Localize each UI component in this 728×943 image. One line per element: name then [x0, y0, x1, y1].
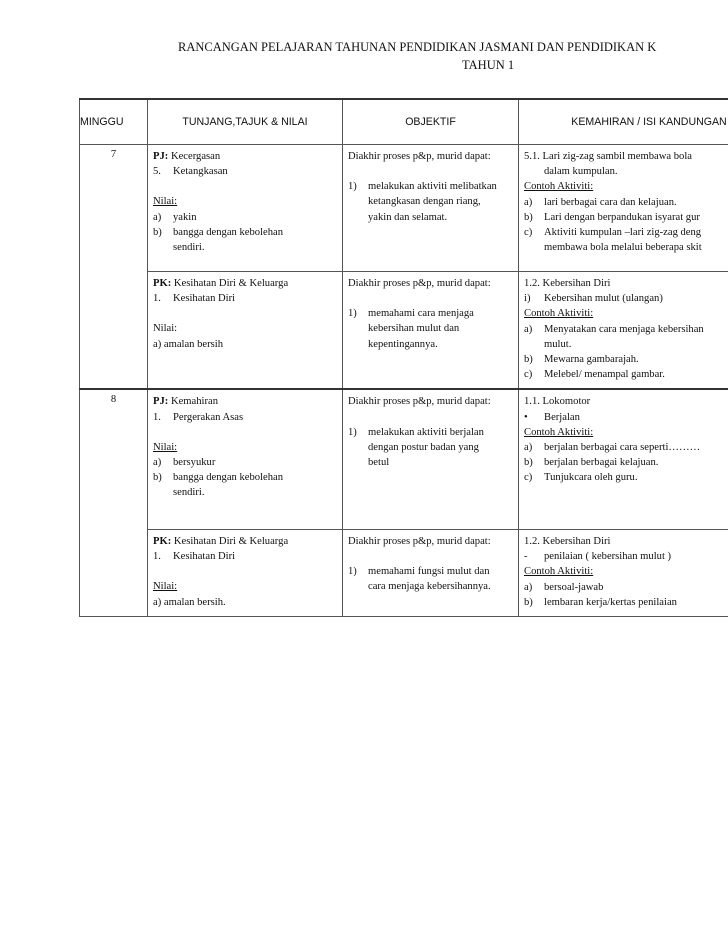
- kemahiran-text: lembaran kerja/kertas penilaian: [544, 596, 677, 608]
- kemahiran-line: [524, 322, 728, 337]
- objektif-line: [348, 564, 515, 579]
- nilai-item: [153, 210, 339, 225]
- kemahiran-text: Contoh Aktiviti:: [524, 181, 594, 193]
- objektif-text: dengan postur badan yang: [368, 441, 479, 453]
- kemahiran-cell: [519, 529, 728, 616]
- nilai-item: [153, 455, 339, 470]
- objektif-line: [348, 455, 515, 470]
- kemahiran-mark: b): [524, 211, 533, 223]
- kemahiran-mark: a): [524, 581, 533, 593]
- tunjang-topic-text: Kecergasan: [170, 151, 221, 162]
- objektif-text: yakin dan selamat.: [368, 211, 448, 223]
- spacer: [348, 164, 515, 179]
- kemahiran-line: [524, 210, 728, 225]
- kemahiran-mark: a): [524, 196, 533, 208]
- subtopic-text: Kesihatan Diri: [173, 551, 236, 563]
- header-objektif: OBJEKTIF: [343, 99, 519, 145]
- tunjang-cell: [148, 529, 343, 616]
- header-tunjang: TUNJANG,TAJUK & NILAI: [148, 99, 343, 145]
- nilai-text: a) amalan bersih: [153, 338, 224, 350]
- nilai-item: [153, 595, 339, 610]
- kemahiran-text: dalam kumpulan.: [544, 166, 618, 178]
- objektif-number: 1): [348, 426, 357, 438]
- nilai-text: sendiri.: [173, 487, 205, 499]
- kemahiran-mark: c): [524, 472, 533, 484]
- kemahiran-text: bersoal-jawab: [544, 581, 604, 593]
- subtopic-number: 1.: [153, 551, 161, 563]
- nilai-label: Nilai:: [153, 323, 178, 335]
- kemahiran-text: mulut.: [544, 338, 572, 350]
- tunjang-cell: [148, 272, 343, 390]
- objektif-text: cara menjaga kebersihannya.: [368, 581, 491, 593]
- kemahiran-text: Contoh Aktiviti:: [524, 426, 594, 438]
- objektif-line: [348, 337, 515, 352]
- spacer: [153, 425, 339, 440]
- subtopic-text: Kesihatan Diri: [173, 293, 236, 305]
- kemahiran-line: [524, 564, 728, 579]
- nilai-item: [153, 470, 339, 485]
- tunjang-topic-text: Kesihatan Diri & Keluarga: [173, 535, 289, 547]
- objektif-text: memahami cara menjaga: [368, 308, 474, 320]
- tunjang-topic-text: Kemahiran: [170, 396, 219, 408]
- tunjang-topic: [153, 534, 339, 549]
- kemahiran-text: berjalan berbagai cara seperti………: [544, 442, 701, 454]
- kemahiran-line: [524, 394, 728, 409]
- spacer: [153, 564, 339, 579]
- kemahiran-line: [524, 352, 728, 367]
- subtopic-text: Pergerakan Asas: [173, 411, 244, 423]
- objektif-line: [348, 579, 515, 594]
- kemahiran-line: [524, 425, 728, 440]
- subtopic-number: 1.: [153, 411, 161, 423]
- tunjang-prefix: PK:: [153, 278, 172, 289]
- kemahiran-text: lari berbagai cara dan kelajuan.: [544, 196, 677, 208]
- objektif-text: ketangkasan dengan riang,: [368, 196, 481, 208]
- objektif-text: melakukan aktiviti berjalan: [368, 426, 484, 438]
- kemahiran-mark: c): [524, 369, 533, 381]
- kemahiran-line: [524, 534, 728, 549]
- nilai-text: yakin: [173, 211, 197, 223]
- objektif-number: 1): [348, 181, 357, 193]
- kemahiran-cell: [519, 389, 728, 529]
- tunjang-topic-text: Kesihatan Diri & Keluarga: [173, 278, 289, 289]
- nilai-letter: b): [153, 472, 162, 484]
- kemahiran-line: [524, 164, 728, 179]
- kemahiran-line: [524, 549, 728, 564]
- spacer: [153, 306, 339, 321]
- nilai-text: bersyukur: [173, 457, 216, 469]
- kemahiran-line: [524, 306, 728, 321]
- kemahiran-text: Contoh Aktiviti:: [524, 566, 594, 578]
- kemahiran-text: Kebersihan mulut (ulangan): [544, 293, 663, 305]
- objektif-text: kebersihan mulut dan: [368, 323, 460, 335]
- kemahiran-mark: a): [524, 323, 533, 335]
- kemahiran-mark: b): [524, 457, 533, 469]
- kemahiran-text: 1.2. Kebersihan Diri: [524, 535, 611, 547]
- nilai-item: [153, 337, 339, 352]
- week-number: 8: [80, 389, 148, 616]
- kemahiran-mark: b): [524, 354, 533, 366]
- kemahiran-text: membawa bola melalui beberapa skit: [544, 242, 702, 254]
- kemahiran-line: [524, 179, 728, 194]
- kemahiran-line: [524, 195, 728, 210]
- kemahiran-text: berjalan berbagai kelajuan.: [544, 457, 659, 469]
- nilai-label: Nilai:: [153, 581, 178, 593]
- kemahiran-line: [524, 470, 728, 485]
- header-minggu: MINGGU: [80, 99, 148, 145]
- objektif-text: melakukan aktiviti melibatkan: [368, 181, 497, 193]
- kemahiran-text: 5.1. Lari zig-zag sambil membawa bola: [524, 151, 692, 162]
- table-body: [80, 145, 728, 617]
- objektif-line: [348, 440, 515, 455]
- tunjang-subtopic: [153, 291, 339, 306]
- tunjang-topic: [153, 394, 339, 409]
- objektif-intro: Diakhir proses p&p, murid dapat:: [348, 535, 491, 547]
- kemahiran-line: [524, 225, 728, 240]
- tunjang-cell: [148, 389, 343, 529]
- tunjang-cell: [148, 145, 343, 272]
- nilai-text: bangga dengan kebolehan: [173, 226, 284, 238]
- lesson-plan-table-wrapper: [79, 98, 728, 617]
- kemahiran-text: Tunjukcara oleh guru.: [544, 472, 638, 484]
- tunjang-topic: [153, 149, 339, 164]
- kemahiran-text: penilaian ( kebersihan mulut ): [544, 551, 672, 563]
- nilai-item: [153, 485, 339, 500]
- kemahiran-line: [524, 291, 728, 306]
- objektif-line: [348, 179, 515, 194]
- tunjang-prefix: PK:: [153, 535, 172, 547]
- nilai-text: a) amalan bersih.: [153, 596, 226, 608]
- tunjang-topic: [153, 276, 339, 291]
- kemahiran-line: [524, 276, 728, 291]
- kemahiran-text: Contoh Aktiviti:: [524, 308, 594, 320]
- kemahiran-text: Menyatakan cara menjaga kebersihan: [544, 323, 704, 335]
- kemahiran-mark: i): [524, 293, 531, 305]
- nilai-label: Nilai:: [153, 196, 178, 208]
- nilai-item: [153, 225, 339, 240]
- kemahiran-mark: -: [524, 551, 528, 563]
- table-header-row: [80, 99, 728, 145]
- nilai-letter: b): [153, 226, 162, 238]
- kemahiran-cell: [519, 272, 728, 390]
- objektif-line: [348, 321, 515, 336]
- nilai-label: Nilai:: [153, 441, 178, 453]
- table-row: [80, 272, 728, 390]
- kemahiran-text: Melebel/ menampal gambar.: [544, 369, 665, 381]
- kemahiran-text: 1.1. Lokomotor: [524, 396, 591, 408]
- kemahiran-line: [524, 240, 728, 255]
- objektif-line: [348, 306, 515, 321]
- kemahiran-text: Lari dengan berpandukan isyarat gur: [544, 211, 700, 223]
- table-row: [80, 145, 728, 272]
- objektif-cell: [343, 145, 519, 272]
- kemahiran-line: [524, 455, 728, 470]
- nilai-item: [153, 240, 339, 255]
- objektif-line: [348, 194, 515, 209]
- kemahiran-text: Aktiviti kumpulan –lari zig-zag deng: [544, 227, 702, 239]
- objektif-number: 1): [348, 308, 357, 320]
- kemahiran-mark: b): [524, 596, 533, 608]
- objektif-cell: [343, 272, 519, 390]
- kemahiran-line: [524, 595, 728, 610]
- kemahiran-mark: c): [524, 227, 533, 239]
- objektif-intro: Diakhir proses p&p, murid dapat:: [348, 278, 491, 289]
- objektif-intro: Diakhir proses p&p, murid dapat:: [348, 396, 491, 408]
- tunjang-prefix: PJ:: [153, 151, 169, 162]
- kemahiran-line: [524, 410, 728, 425]
- kemahiran-line: [524, 580, 728, 595]
- objektif-number: 1): [348, 566, 357, 578]
- objektif-text: kepentingannya.: [368, 338, 438, 350]
- spacer: [348, 291, 515, 306]
- kemahiran-text: Berjalan: [544, 411, 580, 423]
- nilai-letter: a): [153, 457, 162, 469]
- kemahiran-mark: •: [524, 411, 528, 423]
- nilai-text: sendiri.: [173, 242, 205, 254]
- subtopic-text: Ketangkasan: [173, 166, 228, 178]
- subtopic-number: 5.: [153, 166, 161, 178]
- objektif-line: [348, 425, 515, 440]
- title-line-1: RANCANGAN PELAJARAN TAHUNAN PENDIDIKAN JASMANI DAN PENDIDIKAN K: [178, 40, 657, 54]
- kemahiran-mark: a): [524, 442, 533, 454]
- kemahiran-text: 1.2. Kebersihan Diri: [524, 278, 611, 289]
- objektif-cell: [343, 389, 519, 529]
- week-number: 7: [80, 145, 148, 390]
- objektif-intro: Diakhir proses p&p, murid dapat:: [348, 151, 491, 162]
- objektif-line: [348, 210, 515, 225]
- table-row: [80, 529, 728, 616]
- nilai-text: bangga dengan kebolehan: [173, 472, 284, 484]
- tunjang-subtopic: [153, 164, 339, 179]
- header-kemahiran: KEMAHIRAN / ISI KANDUNGAN: [519, 99, 728, 145]
- tunjang-subtopic: [153, 410, 339, 425]
- spacer: [348, 549, 515, 564]
- kemahiran-line: [524, 440, 728, 455]
- spacer: [348, 410, 515, 425]
- objektif-text: memahami fungsi mulut dan: [368, 566, 490, 578]
- subtopic-number: 1.: [153, 293, 161, 305]
- objektif-cell: [343, 529, 519, 616]
- nilai-letter: a): [153, 211, 162, 223]
- tunjang-prefix: PJ:: [153, 396, 169, 408]
- kemahiran-line: [524, 367, 728, 382]
- spacer: [153, 179, 339, 194]
- kemahiran-cell: [519, 145, 728, 272]
- kemahiran-text: Mewarna gambarajah.: [544, 354, 639, 366]
- tunjang-subtopic: [153, 549, 339, 564]
- title-line-2: TAHUN 1: [462, 58, 515, 72]
- objektif-text: betul: [368, 457, 390, 469]
- lesson-plan-table: [79, 98, 728, 617]
- table-row: [80, 389, 728, 529]
- kemahiran-line: [524, 149, 728, 164]
- kemahiran-line: [524, 337, 728, 352]
